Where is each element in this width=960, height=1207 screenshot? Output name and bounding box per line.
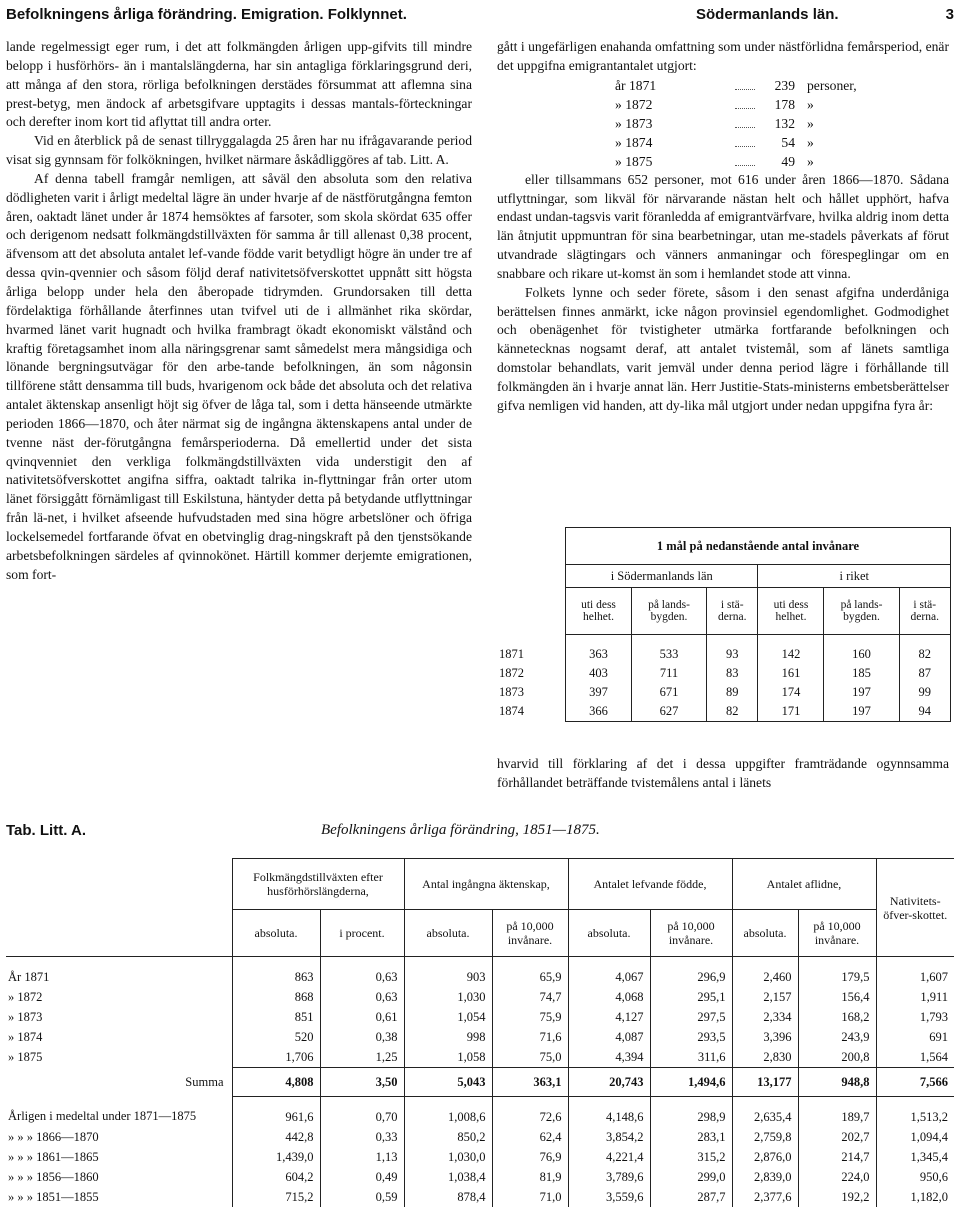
column-header: på lands-bygden. <box>631 588 706 635</box>
paragraph: lande regelmessigt eger rum, i det att folkmängden årligen upp-gifvits till mindre belopp i husförhörs- än i mantalslängderna, har sin antagliga förklaringsgrund deri, att många af den stora, rörliga befolkningen derstädes försummat att aflemna sina prest-betyg, men ändock af arbetsgifvare upptagits i dessas mantals-förteckningar och derefter inom kort tid aflyttat till andra orter. <box>6 39 472 130</box>
row-label: 1874 <box>499 704 524 719</box>
table-caption <box>6 822 954 844</box>
table-cell: 72,6 <box>492 1097 568 1128</box>
row-label: » » » 1866—1870 <box>6 1127 232 1147</box>
table-label: Tab. Litt. A. <box>6 822 86 839</box>
list-prefix: » <box>615 96 622 112</box>
table-cell: 293,5 <box>650 1027 732 1047</box>
table-cell: 363 <box>566 635 632 665</box>
table-cell: 5,043 <box>404 1068 492 1097</box>
table-cell: 4,808 <box>232 1068 320 1097</box>
table-cell: 3,50 <box>320 1068 404 1097</box>
table-cell: 4,067 <box>568 957 650 988</box>
table-cell: 604,2 <box>232 1167 320 1187</box>
table-cell: 200,8 <box>798 1047 876 1068</box>
table-cell: 71,6 <box>492 1027 568 1047</box>
column-header: i procent. <box>320 910 404 957</box>
table-cell: 1,439,0 <box>232 1147 320 1167</box>
table-cell: 297,5 <box>650 1007 732 1027</box>
group-header: i riket <box>758 565 951 588</box>
table-cell: 62,4 <box>492 1127 568 1147</box>
column-header: absoluta. <box>404 910 492 957</box>
right-column <box>497 38 949 416</box>
table-cell: 179,5 <box>798 957 876 988</box>
row-label: » 1875 <box>6 1047 232 1068</box>
table-cell: 315,2 <box>650 1147 732 1167</box>
table-cell: 1,008,6 <box>404 1097 492 1128</box>
list-value: 178 <box>774 96 795 112</box>
table-title: Befolkningens årliga förändring, 1851—1875. <box>321 822 600 838</box>
table-cell: 1,513,2 <box>876 1097 954 1128</box>
header-title: Befolkningens årliga förändring. Emigration. Folklynnet. <box>6 6 407 23</box>
table-cell: 20,743 <box>568 1068 650 1097</box>
column-header: på 10,000 invånare. <box>650 910 732 957</box>
table-row <box>6 1027 954 1047</box>
table-cell: 4,394 <box>568 1047 650 1068</box>
table-cell: 0,38 <box>320 1027 404 1047</box>
table-row <box>6 1047 954 1068</box>
list-unit: » <box>807 115 814 131</box>
paragraph: gått i ungefärligen enahanda omfattning som under nästförlidna femårsperiod, enär det uppgifna emigrantantalet utgjort: <box>497 39 949 73</box>
table-cell: 998 <box>404 1027 492 1047</box>
group-header: Antalet aflidne, <box>732 859 876 910</box>
table-cell: 1,030 <box>404 987 492 1007</box>
table-cell: 4,127 <box>568 1007 650 1027</box>
table-cell: 627 <box>631 702 706 722</box>
table-cell: 168,2 <box>798 1007 876 1027</box>
list-year: 1874 <box>625 134 653 150</box>
litigation-table <box>497 527 951 722</box>
table-cell: 74,7 <box>492 987 568 1007</box>
table-cell: 1,607 <box>876 957 954 988</box>
column-header: i stä-derna. <box>707 588 758 635</box>
table-cell: 197 <box>824 702 899 722</box>
table-cell: 442,8 <box>232 1127 320 1147</box>
table-cell: 171 <box>758 702 824 722</box>
table-cell: 4,221,4 <box>568 1147 650 1167</box>
list-unit: » <box>807 96 814 112</box>
table-row <box>6 1147 954 1167</box>
table-row <box>497 635 951 665</box>
list-value: 49 <box>781 153 795 169</box>
table-row <box>6 987 954 1007</box>
column-header: i stä-derna. <box>899 588 950 635</box>
table-cell: 0,70 <box>320 1097 404 1128</box>
table-cell: 185 <box>824 664 899 683</box>
table-cell: 903 <box>404 957 492 988</box>
population-table <box>6 858 954 1207</box>
table-cell: 1,911 <box>876 987 954 1007</box>
table-cell: 363,1 <box>492 1068 568 1097</box>
table-cell: 366 <box>566 702 632 722</box>
list-item <box>497 114 949 133</box>
list-prefix: » <box>615 153 622 169</box>
paragraph: hvarvid till förklaring af det i dessa uppgifter framträdande ogynnsamma förhållandet beträffande tvistemålens antal i länets <box>497 755 949 790</box>
header-region: Södermanlands län. <box>696 6 839 23</box>
table-cell: 13,177 <box>732 1068 798 1097</box>
list-item <box>497 152 949 171</box>
table-cell: 1,058 <box>404 1047 492 1068</box>
list-year: 1873 <box>625 115 653 131</box>
row-label: » 1874 <box>6 1027 232 1047</box>
table-cell: 851 <box>232 1007 320 1027</box>
table-cell: 950,6 <box>876 1167 954 1187</box>
list-item <box>497 95 949 114</box>
table-cell: 7,566 <box>876 1068 954 1097</box>
row-label: » » » 1856—1860 <box>6 1167 232 1187</box>
list-value: 54 <box>781 134 795 150</box>
table-cell: 878,4 <box>404 1187 492 1207</box>
table-cell: 1,054 <box>404 1007 492 1027</box>
column-header: absoluta. <box>732 910 798 957</box>
table-cell: 287,7 <box>650 1187 732 1207</box>
table-cell: 403 <box>566 664 632 683</box>
table-row <box>6 1068 954 1097</box>
table-cell: 82 <box>899 635 950 665</box>
table-cell: 0,49 <box>320 1167 404 1187</box>
left-column <box>6 38 472 584</box>
table-cell: 243,9 <box>798 1027 876 1047</box>
table-cell: 0,33 <box>320 1127 404 1147</box>
table-cell: 2,460 <box>732 957 798 988</box>
row-label: 1872 <box>499 666 524 680</box>
table-cell: 397 <box>566 683 632 702</box>
table-row <box>6 1007 954 1027</box>
table-cell: 961,6 <box>232 1097 320 1128</box>
column-header: uti dess helhet. <box>566 588 632 635</box>
table-cell: 1,706 <box>232 1047 320 1068</box>
table-cell: 1,564 <box>876 1047 954 1068</box>
table-row <box>6 1127 954 1147</box>
table-cell: 2,635,4 <box>732 1097 798 1128</box>
column-header: på 10,000 invånare. <box>492 910 568 957</box>
table-row <box>6 1097 954 1128</box>
table-cell: 224,0 <box>798 1167 876 1187</box>
table-cell: 94 <box>899 702 950 722</box>
table-cell: 82 <box>707 702 758 722</box>
table-cell: 1,793 <box>876 1007 954 1027</box>
table-cell: 715,2 <box>232 1187 320 1207</box>
paragraph: eller tillsammans 652 personer, mot 616 under åren 1866—1870. Sådana utflyttningar, som likväl för närvarande nästan helt och hållet upphört, hafva endast undan-tagsvis varit föranledda af emigrantvärfvare, hvilka aldrig inom detta län åtnjutit uppmuntran för sina bearbetningar, utan me-stadels påverkats af förut utvandrade slägtingars och vänners anmaningar och förespeglingar om en snabbare och rikare ut-komst än som i hemlandet stode att vinna. <box>497 171 949 281</box>
list-prefix: » <box>615 134 622 150</box>
table-cell: 202,7 <box>798 1127 876 1147</box>
list-value: 239 <box>774 77 795 93</box>
table-cell: 214,7 <box>798 1147 876 1167</box>
running-header <box>6 6 954 28</box>
table-cell: 189,7 <box>798 1097 876 1128</box>
table-cell: 2,759,8 <box>732 1127 798 1147</box>
table-cell: 671 <box>631 683 706 702</box>
list-prefix: år <box>615 77 626 93</box>
table-cell: 3,854,2 <box>568 1127 650 1147</box>
table-cell: 1,038,4 <box>404 1167 492 1187</box>
row-label: 1873 <box>499 685 524 699</box>
table-cell: 711 <box>631 664 706 683</box>
table-cell: 2,334 <box>732 1007 798 1027</box>
table-cell: 533 <box>631 635 706 665</box>
paragraph: Af denna tabell framgår nemligen, att såväl den absoluta som den relativa dödligheten varit i årligt medeltal lägre än under hvarje af de nästförutgångna femton åren, oaktadt länet under år 1874 hemsöktes af farsoter, som skola skördat 635 offer och derigenom nedsatt folkmängdstillväxten för samma år till allenast 0,38 procent, äfvensom att det absoluta antalet lef-vande födde varit betydligt högre än under tre af dessa qvin-qvennier och såsom följd deraf nativitetsöfverskottet uppnått sitt högsta årliga belopp under hela den åberopade tidrymden. Grundorsaken till detta fördelaktiga förhållande återfinnes utan tvifvel uti de i allmänhet rika skördar, hvarmed länet varit hugnadt och hvilka frambragt ökadt ekonomiskt välstånd och kraftig företagsamhet inom alla näringsgrenar samt såmedelst mera mångsidiga och lönande bergningsutvägar för den arbe-tande befolkningen, än som någonsin tillförene stått densamma till buds, hvarigenom ock både det absoluta och det relativa antalet äktenskap ansenligt höjt sig öfver de låga tal, som i detta hänseende utmärkte perioden 1866—1870, och åter närmat sig de ingångna äktenskapens antal under de tvenne näst der-förutgångna femårsperioderna. Då emellertid under det sista qvinqvenniet den verkliga folkmängdstillväxten vida understigit den af nativitetsöfverskottet angifna siffra, oaktadt talrika in-flyttningar från orter utom länet försiggått förnämligast till Eskilstuna, häntyder detta på betydande utflyttningar från lä-net, i hvilket afseende hufvudstaden med sina högre arbetslöner och öfriga lockelsemedel fortfarande öfvat en obetvinglig drag-ningskraft på den tjenstsökande arbetsbefolkningen särdeles af qvinnokönet. Härtill kommer derjemte emigrationen, som fort- <box>6 170 472 582</box>
table-cell: 156,4 <box>798 987 876 1007</box>
column-header: uti dess helhet. <box>758 588 824 635</box>
table-cell: 0,63 <box>320 987 404 1007</box>
table-cell: 83 <box>707 664 758 683</box>
table-cell: 1,094,4 <box>876 1127 954 1147</box>
table-cell: 948,8 <box>798 1068 876 1097</box>
table-title: 1 mål på nedanstående antal invånare <box>566 528 951 565</box>
page-number: 3 <box>945 6 954 23</box>
table-cell: 75,9 <box>492 1007 568 1027</box>
table-cell: 1,182,0 <box>876 1187 954 1207</box>
paragraph: Vid en återblick på de senast tillryggalagda 25 åren har nu ifrågavarande period visat sig gynnsam för folkökningen, hvilket närmare åskådliggöres af tab. Litt. A. <box>6 133 472 168</box>
row-label: År 1871 <box>6 957 232 988</box>
table-cell: 1,13 <box>320 1147 404 1167</box>
table-cell: 142 <box>758 635 824 665</box>
table-cell: 75,0 <box>492 1047 568 1068</box>
table-cell: 0,59 <box>320 1187 404 1207</box>
row-label: » » » 1851—1855 <box>6 1187 232 1207</box>
group-header: Antal ingångna äktenskap, <box>404 859 568 910</box>
group-header: i Södermanlands län <box>566 565 758 588</box>
table-cell: 71,0 <box>492 1187 568 1207</box>
table-cell: 160 <box>824 635 899 665</box>
table-cell: 3,789,6 <box>568 1167 650 1187</box>
list-unit: » <box>807 134 814 150</box>
list-item <box>497 76 949 95</box>
table-cell: 99 <box>899 683 950 702</box>
table-cell: 296,9 <box>650 957 732 988</box>
group-header: Nativitets-öfver-skottet. <box>876 859 954 957</box>
list-year: 1875 <box>625 153 653 169</box>
table-cell: 76,9 <box>492 1147 568 1167</box>
table-row <box>497 664 951 683</box>
table-cell: 93 <box>707 635 758 665</box>
table-cell: 299,0 <box>650 1167 732 1187</box>
table-cell: 197 <box>824 683 899 702</box>
table-row <box>6 1167 954 1187</box>
list-unit: personer, <box>807 77 857 93</box>
table-cell: 4,148,6 <box>568 1097 650 1128</box>
table-cell: 1,030,0 <box>404 1147 492 1167</box>
table-cell: 868 <box>232 987 320 1007</box>
table-cell: 298,9 <box>650 1097 732 1128</box>
table-cell: 192,2 <box>798 1187 876 1207</box>
table-cell: 2,830 <box>732 1047 798 1068</box>
table-cell: 4,068 <box>568 987 650 1007</box>
column-header: på 10,000 invånare. <box>798 910 876 957</box>
row-label: Årligen i medeltal under 1871—1875 <box>6 1097 232 1128</box>
table-row <box>6 1187 954 1207</box>
paragraph: Folkets lynne och seder förete, såsom i den senast afgifna underdåniga berättelsen finnes anmärkt, icke någon provinsiel egendomlighet. Godmodighet och obenägenhet för tvistigheter utmärka fortfarande befolkningen och kännetecknas nogsamt deraf, att antalet tvistemål, som af länets samtliga domstolar behandlats, varit jemväl under denna period lägre i förhållande till folkmängden än i hvarje annat län. Herr Justitie-Stats-ministerns embetsberättelser gifva nemligen vid handen, att dy-lika mål utgjort under nedan uppgifna fyra år: <box>497 284 949 413</box>
table-cell: 3,396 <box>732 1027 798 1047</box>
list-unit: » <box>807 153 814 169</box>
table-cell: 2,876,0 <box>732 1147 798 1167</box>
table-row <box>6 957 954 988</box>
table-cell: 174 <box>758 683 824 702</box>
column-header: på lands-bygden. <box>824 588 899 635</box>
table-cell: 850,2 <box>404 1127 492 1147</box>
column-header: absoluta. <box>232 910 320 957</box>
table-cell: 1,25 <box>320 1047 404 1068</box>
table-cell: 1,494,6 <box>650 1068 732 1097</box>
table-cell: 2,377,6 <box>732 1187 798 1207</box>
list-year: 1871 <box>628 77 657 93</box>
table-cell: 0,61 <box>320 1007 404 1027</box>
row-label: » 1873 <box>6 1007 232 1027</box>
list-value: 132 <box>774 115 795 131</box>
table-cell: 691 <box>876 1027 954 1047</box>
table-cell: 2,839,0 <box>732 1167 798 1187</box>
table-cell: 283,1 <box>650 1127 732 1147</box>
group-header: Folkmängdstillväxten efter husförhörslängderna, <box>232 859 404 910</box>
column-header: absoluta. <box>568 910 650 957</box>
row-label: » » » 1861—1865 <box>6 1147 232 1167</box>
table-cell: 4,087 <box>568 1027 650 1047</box>
table-cell: 311,6 <box>650 1047 732 1068</box>
list-item <box>497 133 949 152</box>
row-label: 1871 <box>499 646 524 661</box>
table-row <box>497 702 951 722</box>
list-prefix: » <box>615 115 622 131</box>
table-cell: 81,9 <box>492 1167 568 1187</box>
group-header: Antalet lefvande födde, <box>568 859 732 910</box>
row-label: » 1872 <box>6 987 232 1007</box>
table-cell: 89 <box>707 683 758 702</box>
emigrant-list <box>497 76 949 171</box>
table-cell: 87 <box>899 664 950 683</box>
table-cell: 295,1 <box>650 987 732 1007</box>
table-row <box>497 683 951 702</box>
table-cell: 520 <box>232 1027 320 1047</box>
table-cell: 0,63 <box>320 957 404 988</box>
table-cell: 161 <box>758 664 824 683</box>
row-label: Summa <box>6 1068 232 1097</box>
table-cell: 863 <box>232 957 320 988</box>
list-year: 1872 <box>625 96 653 112</box>
table-cell: 1,345,4 <box>876 1147 954 1167</box>
table-cell: 65,9 <box>492 957 568 988</box>
table-cell: 2,157 <box>732 987 798 1007</box>
table-cell: 3,559,6 <box>568 1187 650 1207</box>
